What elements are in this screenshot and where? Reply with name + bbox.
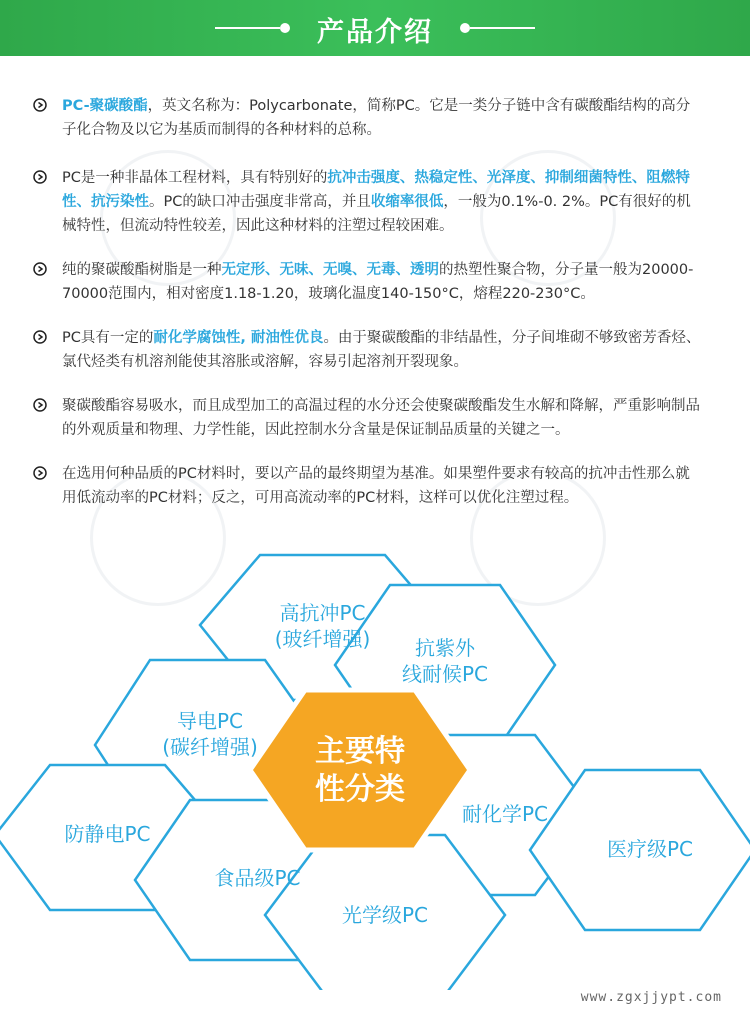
highlight-text: 无定形、无味、无嗅、无毒、透明	[221, 262, 439, 278]
body-text: 聚碳酸酯容易吸水，而且成型加工的高温过程的水分还会使聚碳酸酯发生水解和降解，严重影响制品的外观质量和物理、力学性能，因此控制水分含量是保证制品质量的关键之一。	[62, 398, 700, 438]
paragraph-1	[62, 94, 702, 142]
bullet-icon	[33, 170, 47, 184]
banner-dot-right	[460, 23, 470, 33]
hexagon-label-medical: 医疗级PC	[606, 837, 694, 861]
banner-divider-right	[470, 27, 535, 29]
highlight-text: 抗冲击强度、热稳定性、光泽度、抑制细菌特性、阻燃特性、抗污染性	[62, 170, 690, 210]
body-text: 。由于聚碳酸酯的非结晶性，分子间堆砌不够致密芳香烃、氯代烃类有机溶剂能使其溶胀或溶解，容易引起溶剂开裂现象。	[62, 330, 701, 370]
body-text: ，英文名称为：Polycarbonate，简称PC。它是一类分子链中含有碳酸酯结构的高分子化合物及以它为基质而制得的各种材料的总称。	[62, 98, 691, 138]
bullet-icon	[33, 398, 47, 412]
paragraph-4	[62, 326, 702, 374]
body-text: 在选用何种品质的PC材料时，要以产品的最终期望为基准。如果塑件要求有较高的抗冲击性那么就用低流动率的PC材料；反之，可用高流动率的PC材料，这样可以优化注塑过程。	[62, 466, 690, 506]
body-text: 纯的聚碳酸酯树脂是一种	[62, 262, 222, 278]
hexagon-label-optical: 光学级PC	[341, 903, 429, 927]
hexagon-label-chemical-resistant: 耐化学PC	[461, 802, 549, 826]
body-text: PC是一种非晶体工程材料，具有特别好的	[62, 170, 328, 186]
bullet-icon	[33, 466, 47, 480]
highlight-text: 耐化学腐蚀性, 耐油性优良	[153, 330, 324, 346]
hexagon-label-uv-resistant: 抗紫外 线耐候PC	[401, 636, 489, 686]
header-banner	[0, 0, 750, 56]
hexagon-label-antistatic: 防静电PC	[64, 822, 151, 846]
body-text: PC具有一定的	[62, 330, 154, 346]
hexagon-label-food-grade: 食品级PC	[214, 866, 301, 890]
bullet-icon	[33, 262, 47, 276]
paragraph-3	[62, 258, 702, 306]
hexagon-label-conductive: 导电PC (碳纤增强)	[162, 709, 258, 759]
bullet-icon	[33, 98, 47, 112]
hexagon-center-label: 主要特 性分类	[315, 734, 405, 807]
hexagon-label-high-impact: 高抗冲PC (玻纤增强)	[274, 601, 371, 651]
body-text: 的热塑性聚合物，分子量一般为20000-70000范围内，相对密度1.18-1.20，玻璃化温度140-150°C，熔程220-230°C。	[62, 262, 694, 302]
body-text: ，一般为0.1%-0. 2%。PC有很好的机械特性，但流动特性较差，因此这种材料的注塑过程较困难。	[62, 194, 691, 234]
paragraph-2	[62, 166, 702, 238]
banner-title: 产品介绍	[317, 17, 433, 48]
bullet-icon	[33, 330, 47, 344]
paragraph-6	[62, 462, 702, 510]
highlight-text: PC-聚碳酸酯	[62, 98, 148, 114]
body-text: 。PC的缺口冲击强度非常高，并且	[149, 194, 371, 210]
site-url: www.zgxjjypt.com	[580, 990, 722, 1005]
paragraph-5	[62, 394, 702, 442]
highlight-text: 收缩率很低	[370, 194, 444, 210]
